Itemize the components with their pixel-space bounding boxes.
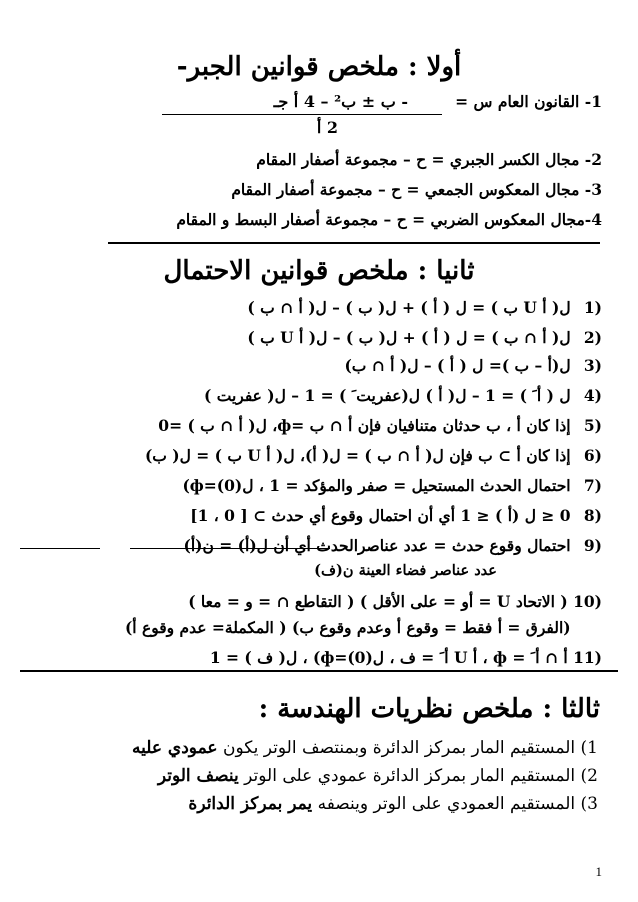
probability-item-text: ل( أ U ب ) = ل ( أ ) + ل( ب ) – ل( أ ∩ ب ) bbox=[247, 298, 571, 317]
probability-item-number: (4 bbox=[583, 386, 602, 405]
geometry-item-number: 2) bbox=[580, 766, 598, 786]
probability-item bbox=[20, 506, 602, 525]
geometry-item-emphasis: عمودي عليه bbox=[131, 738, 218, 758]
probability-item bbox=[20, 592, 602, 611]
section-divider-2 bbox=[20, 670, 618, 672]
probability-item-number: (7 bbox=[583, 476, 602, 495]
probability-item bbox=[20, 562, 528, 579]
probability-item-number: (2 bbox=[583, 328, 602, 347]
fraction-bar-9b bbox=[20, 548, 100, 549]
algebra-title-prefix: - bbox=[176, 52, 188, 82]
probability-title: ثانيا : ملخص قوانين الاحتمال bbox=[163, 256, 475, 286]
probability-item-number: (3 bbox=[583, 356, 602, 375]
probability-item-number: (6 bbox=[583, 446, 602, 465]
law-1-numerator: - ب ± ب² – 4 أ جـ bbox=[273, 92, 408, 111]
law-3: 3- مجال المعكوس الجمعي = ح – مجموعة أصفار المقام bbox=[231, 180, 602, 199]
law-4: 4-مجال المعكوس الضربي = ح – مجموعة أصفار البسط و المقام bbox=[176, 210, 602, 229]
geometry-title: ثالثا : ملخص نظريات الهندسة : bbox=[258, 694, 600, 724]
probability-item-text: احتمال وقوع حدث = عدد عناصرالحدث أي أن ل(أ) = ن(أ) bbox=[183, 536, 571, 555]
probability-item bbox=[20, 618, 602, 637]
probability-item-text: ( الاتحاد U = أو = على الأقل ) ( التقاطع ∩ = و = معا ) bbox=[188, 592, 568, 611]
page-number: 1 bbox=[595, 864, 602, 879]
probability-item-number: (8 bbox=[583, 506, 602, 525]
probability-item bbox=[20, 536, 602, 555]
probability-item bbox=[20, 298, 602, 317]
probability-item bbox=[20, 386, 602, 405]
fraction-bar-9 bbox=[130, 548, 330, 549]
probability-item-text: إذا كان أ ، ب حدثان متنافيان فإن أ ∩ ب =ф، ل( أ ∩ ب ) =0 bbox=[158, 416, 571, 435]
probability-item bbox=[20, 416, 602, 435]
probability-item-number: (9 bbox=[583, 536, 602, 555]
probability-item-number: (1 bbox=[583, 298, 602, 317]
probability-item bbox=[20, 476, 602, 495]
probability-item-text: أ ∩ أ َ = ф ، أ U أ َ = ف ، ل(0)=ф) ، ل( ف ) = 1 bbox=[209, 648, 568, 667]
geometry-item-emphasis: ينصف الوتر bbox=[157, 766, 239, 786]
probability-item-text: ل ( أ َ ) = 1 – ل( أ ) ل(عفريت َ ) = 1 – ل( عفريت ) bbox=[204, 386, 571, 405]
probability-item-text: ل(أ – ب )= ل ( أ ) – ل( أ ∩ ب) bbox=[344, 356, 571, 375]
section-divider-1 bbox=[108, 242, 600, 244]
geometry-item-emphasis: يمر بمركز الدائرة bbox=[188, 794, 313, 814]
probability-item-number: (10 bbox=[573, 592, 602, 611]
probability-item bbox=[20, 446, 602, 465]
probability-item bbox=[20, 356, 602, 375]
law-1-denominator: 2 أ bbox=[316, 118, 338, 137]
fraction-bar bbox=[162, 114, 442, 115]
probability-item-number: (5 bbox=[583, 416, 602, 435]
geometry-item-number: 3) bbox=[580, 794, 598, 814]
geometry-item-text: المستقيم العمودي على الوتر وينصفه bbox=[317, 794, 576, 814]
probability-item-text: ل( أ ∩ ب ) = ل ( أ ) + ل( ب ) – ل( أ U ب ) bbox=[247, 328, 571, 347]
algebra-title-text: أولا : ملخص قوانين الجبر bbox=[187, 52, 462, 82]
probability-item-text: 0 ≤ ل (أ ) ≤ 1 أي أن احتمال وقوع أي حدث ⊃ [ 0 ، 1] bbox=[190, 506, 571, 525]
geometry-item-number: 1) bbox=[580, 738, 598, 758]
geometry-item bbox=[30, 738, 598, 758]
geometry-item bbox=[30, 794, 598, 814]
law-1-label-text: 1- القانون العام س = bbox=[455, 92, 602, 111]
probability-item-text: إذا كان أ ⊃ ب فإن ل( أ ∩ ب ) = ل( أ)، ل( أ U ب ) = ل( ب) bbox=[144, 446, 571, 465]
probability-item-number: (11 bbox=[573, 648, 602, 667]
probability-item-text: احتمال الحدث المستحيل = صفر والمؤكد = 1 ، ل(0)=ф) bbox=[182, 476, 571, 495]
algebra-title bbox=[0, 52, 638, 82]
law-2: 2- مجال الكسر الجبري = ح – مجموعة أصفار المقام bbox=[256, 150, 602, 169]
probability-item-text: (الفرق = أ فقط = وقوع أ وعدم وقوع ب) ( المكملة= عدم وقوع أ) bbox=[124, 618, 571, 637]
probability-item bbox=[20, 328, 602, 347]
geometry-item-text: المستقيم المار بمركز الدائرة عمودي على الوتر bbox=[244, 766, 576, 786]
probability-item bbox=[20, 648, 602, 667]
probability-item-text: عدد عناصر فضاء العينة ن(ف) bbox=[314, 562, 497, 579]
geometry-item bbox=[30, 766, 598, 786]
geometry-item-text: المستقيم المار بمركز الدائرة وبمنتصف الوتر يكون bbox=[222, 738, 576, 758]
